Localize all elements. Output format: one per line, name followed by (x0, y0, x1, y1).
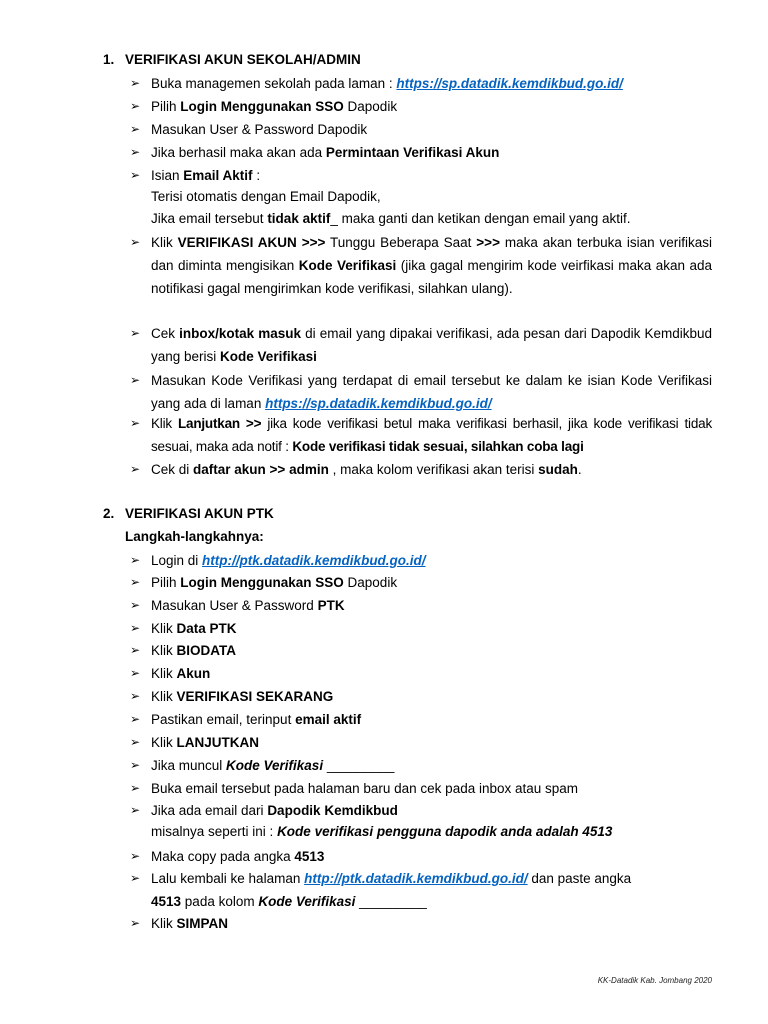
arrow-bullet-icon: ➢ (130, 145, 141, 159)
arrow-bullet-icon: ➢ (130, 553, 141, 567)
list-item: ➢ Lalu kembali ke halaman http://ptk.datadik.kemdikbud.go.id/ dan paste angka 4513 pada kolom Kode Verifikasi _________ (130, 867, 712, 913)
arrow-bullet-icon: ➢ (130, 916, 141, 930)
list-item: ➢ Cek di daftar akun >> admin , maka kolom verifikasi akan terisi sudah. (130, 458, 712, 481)
arrow-bullet-icon: ➢ (130, 712, 141, 726)
arrow-bullet-icon: ➢ (130, 781, 141, 795)
list-item: ➢ Klik VERIFIKASI SEKARANG (130, 685, 712, 708)
list-item: ➢ Pilih Login Menggunakan SSO Dapodik (130, 95, 712, 118)
arrow-bullet-icon: ➢ (130, 168, 141, 182)
sp-datadik-link[interactable]: https://sp.datadik.kemdikbud.go.id/ (396, 76, 623, 91)
arrow-bullet-icon: ➢ (130, 575, 141, 589)
list-item: ➢ Cek inbox/kotak masuk di email yang dipakai verifikasi, ada pesan dari Dapodik Kemdikbud yang berisi Kode Verifikasi (130, 322, 712, 368)
list-item: ➢ Pilih Login Menggunakan SSO Dapodik (130, 571, 712, 594)
arrow-bullet-icon: ➢ (130, 666, 141, 680)
list-item: ➢ Masukan User & Password Dapodik (130, 118, 712, 141)
list-item: ➢ Jika ada email dari Dapodik Kemdikbud (130, 799, 712, 822)
section-1-heading (103, 52, 361, 67)
arrow-bullet-icon: ➢ (130, 621, 141, 635)
arrow-bullet-icon: ➢ (130, 803, 141, 817)
section-2-title: VERIFIKASI AKUN PTK (125, 506, 274, 521)
list-item: ➢ Klik Akun (130, 662, 712, 685)
list-item: ➢ Klik SIMPAN (130, 912, 712, 935)
section-1-number: 1. (103, 52, 115, 67)
page-footer: KK-Datadik Kab. Jombang 2020 (597, 976, 712, 985)
ptk-datadik-link[interactable]: http://ptk.datadik.kemdikbud.go.id/ (304, 871, 528, 886)
list-item: ➢ Jika berhasil maka akan ada Permintaan Verifikasi Akun (130, 141, 712, 164)
arrow-bullet-icon: ➢ (130, 373, 141, 387)
list-item: ➢ Masukan User & Password PTK (130, 594, 712, 617)
arrow-bullet-icon: ➢ (130, 689, 141, 703)
list-item: ➢ Klik BIODATA (130, 639, 712, 662)
arrow-bullet-icon: ➢ (130, 758, 141, 772)
list-item: ➢ Jika muncul Kode Verifikasi _________ (130, 754, 712, 777)
arrow-bullet-icon: ➢ (130, 598, 141, 612)
list-item: ➢ Klik Data PTK (130, 617, 712, 640)
list-item: ➢ Klik Lanjutkan >> jika kode verifikasi betul maka verifikasi berhasil, jika kode verifikasi tidak sesuai, maka ada notif : Kode verifikasi tidak sesuai, silahkan coba lagi (130, 412, 712, 458)
section-2-number: 2. (103, 506, 115, 521)
section-1-title: VERIFIKASI AKUN SEKOLAH/ADMIN (125, 52, 361, 67)
arrow-bullet-icon: ➢ (130, 99, 141, 113)
steps-subtitle: Langkah-langkahnya: (125, 529, 264, 544)
section-2-heading (103, 506, 274, 521)
list-item: ➢ Klik VERIFIKASI AKUN >>> Tunggu Beberapa Saat >>> maka akan terbuka isian verifikasi dan diminta mengisikan Kode Verifikasi (jika gagal mengirim kode veirfikasi maka akan ada notifikasi gagal mengirimkan kode verifikasi, silahkan ulang). (130, 231, 712, 300)
sp-datadik-link[interactable]: https://sp.datadik.kemdikbud.go.id/ (265, 396, 492, 411)
arrow-bullet-icon: ➢ (130, 643, 141, 657)
arrow-bullet-icon: ➢ (130, 235, 141, 249)
arrow-bullet-icon: ➢ (130, 416, 141, 430)
list-item: ➢ Isian Email Aktif : (130, 164, 712, 187)
arrow-bullet-icon: ➢ (130, 122, 141, 136)
arrow-bullet-icon: ➢ (130, 735, 141, 749)
arrow-bullet-icon: ➢ (130, 326, 141, 340)
list-item: ➢ Pastikan email, terinput email aktif (130, 708, 712, 731)
list-item: ➢ Login di http://ptk.datadik.kemdikbud.go.id/ (130, 549, 712, 572)
email-note-line-1: Terisi otomatis dengan Email Dapodik, (151, 189, 381, 204)
email-note-line-2: Jika email tersebut tidak aktif_ maka ganti dan ketikan dengan email yang aktif. (151, 211, 631, 226)
arrow-bullet-icon: ➢ (130, 462, 141, 476)
list-item: ➢ Buka email tersebut pada halaman baru dan cek pada inbox atau spam (130, 777, 712, 800)
arrow-bullet-icon: ➢ (130, 849, 141, 863)
example-code-line: misalnya seperti ini : Kode verifikasi pengguna dapodik anda adalah 4513 (151, 824, 613, 839)
list-item: ➢ Masukan Kode Verifikasi yang terdapat di email tersebut ke dalam ke isian Kode Verifikasi yang ada di laman https://sp.datadik.kemdikbud.go.id/ (130, 369, 712, 415)
list-item: ➢ Klik LANJUTKAN (130, 731, 712, 754)
list-item: ➢ Maka copy pada angka 4513 (130, 845, 712, 868)
ptk-datadik-link[interactable]: http://ptk.datadik.kemdikbud.go.id/ (202, 553, 426, 568)
arrow-bullet-icon: ➢ (130, 871, 141, 885)
arrow-bullet-icon: ➢ (130, 76, 141, 90)
list-item: ➢ Buka managemen sekolah pada laman : https://sp.datadik.kemdikbud.go.id/ (130, 72, 712, 95)
